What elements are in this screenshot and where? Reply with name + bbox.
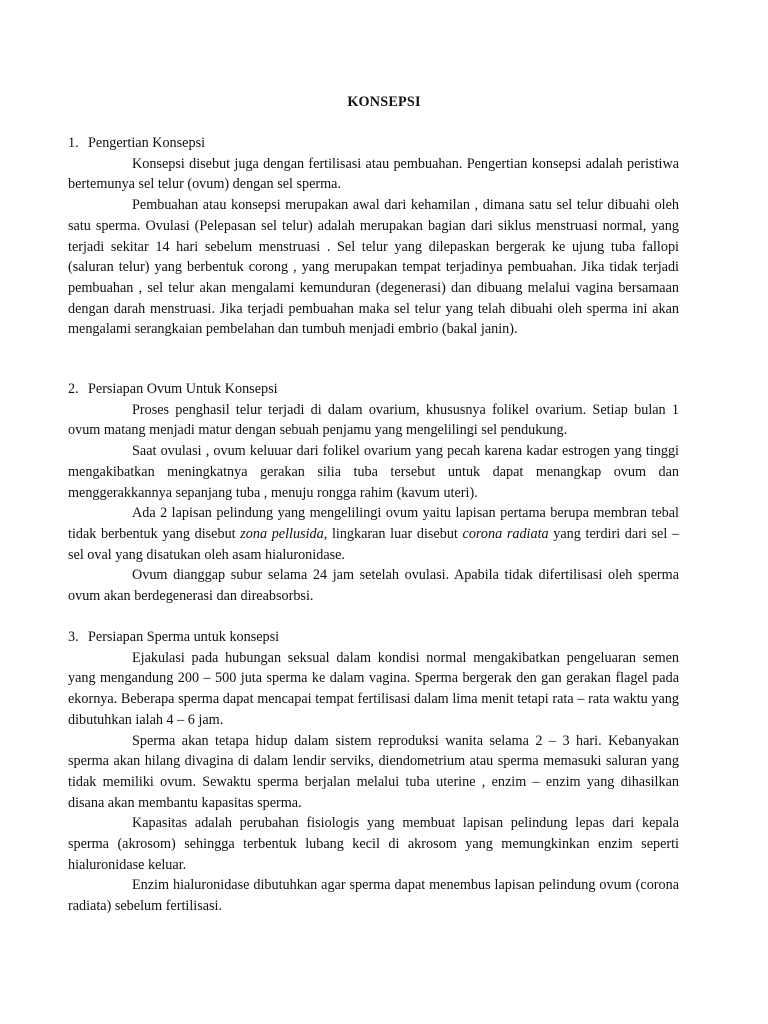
- paragraph: Ejakulasi pada hubungan seksual dalam kondisi normal mengakibatkan pengeluaran semen yang mengandung 200 – 500 juta sperma ke dalam vagina. Sperma bergerak den gan gerakan flagel pada ekornya. Beberapa sperma dapat mencapai tempat fertilisasi dalam lima menit tetapi rata – rata waktu yang dibutuhkan ialah 4 – 6 jam.: [68, 649, 679, 728]
- paragraph: Proses penghasil telur terjadi di dalam ovarium, khususnya folikel ovarium. Setiap bulan 1 ovum matang menjadi matur dengan sebuah penjamu yang mengelilingi sel pendukung.: [68, 401, 679, 439]
- paragraph: Kapasitas adalah perubahan fisiologis yang membuat lapisan pelindung lepas dari kepala sperma (akrosom) sehingga terbentuk lubang kecil di akrosom yang memungkinkan enzim seperti hialuronidase keluar.: [68, 815, 679, 873]
- document-title: KONSEPSI: [347, 94, 421, 110]
- paragraph: Ovum dianggap subur selama 24 jam setelah ovulasi. Apabila tidak difertilisasi oleh sperma ovum akan berdegenerasi dan direabsorbsi.: [68, 567, 679, 605]
- section-title: Persiapan Sperma untuk konsepsi: [88, 629, 280, 645]
- section-heading: [68, 379, 679, 400]
- section-number: 1.: [68, 135, 79, 151]
- section-persiapan-sperma: [68, 627, 679, 917]
- paragraph: Pembuahan atau konsepsi merupakan awal dari kehamilan , dimana satu sel telur dibuahi oleh satu sperma. Ovulasi (Pelepasan sel telur) adalah merupakan bagian dari siklus menstruasi normal, yang terjadi sekitar 14 hari sebelum menstruasi . Sel telur yang dilepaskan bergerak ke ujung tuba fallopi (saluran telur) yang berbentuk corong , yang merupakan tempat terjadinya pembuahan. Jika tidak terjadi pembuahan , sel telur akan mengalami kemunduran (degenerasi) dan dibuang melalui vagina bersamaan dengan darah menstruasi. Jika terjadi pembuahan maka sel telur yang telah dibuahi oleh sperma ini akan mengalami serangkaian pembelahan dan tumbuh menjadi embrio (bakal janin).: [68, 197, 679, 338]
- section-heading: [68, 627, 679, 648]
- paragraph-text: Ada 2 lapisan pelindung yang mengelilingi ovum yaitu lapisan pertama berupa membran tebal tidak berbentuk yang disebut: [68, 505, 679, 542]
- paragraph: Enzim hialuronidase dibutuhkan agar sperma dapat menembus lapisan pelindung ovum (corona radiata) sebelum fertilisasi.: [68, 877, 679, 915]
- paragraph: Saat ovulasi , ovum keluuar dari folikel ovarium yang pecah karena kadar estrogen yang tinggi mengakibatkan meningkatnya gerakan silia tuba tersebut untuk dapat menangkap ovum dan menggerakkannya sepanjang tuba , menuju rongga rahim (kavum uteri).: [68, 443, 679, 501]
- section-number: 2.: [68, 381, 79, 397]
- term-corona-radiata: corona radiata: [462, 525, 549, 542]
- paragraph: Sperma akan tetapa hidup dalam sistem reproduksi wanita selama 2 – 3 hari. Kebanyakan sperma akan hilang divagina di dalam lendir serviks, diendometrium atau sperma memasuki saluran yang tidak memiliki ovum. Sewaktu sperma berjalan melalui tuba uterine , enzim – enzim yang dihasilkan disana akan membantu kapasitas sperma.: [68, 732, 679, 811]
- paragraph-text: yang terdiri dari sel – sel oval yang disatukan oleh asam hialuronidase.: [68, 525, 680, 563]
- section-title: Persiapan Ovum Untuk Konsepsi: [88, 381, 278, 397]
- section-heading: [68, 133, 679, 154]
- paragraph: [68, 503, 679, 565]
- section-title: Pengertian Konsepsi: [88, 135, 206, 151]
- section-pengertian-konsepsi: [68, 133, 679, 340]
- paragraph: Konsepsi disebut juga dengan fertilisasi atau pembuahan. Pengertian konsepsi adalah peristiwa bertemunya sel telur (ovum) dengan sel sperma.: [68, 155, 679, 193]
- section-number: 3.: [68, 629, 79, 645]
- term-zona-pellusida: zona pellusida: [240, 525, 324, 542]
- paragraph-text: , lingkaran luar disebut: [323, 525, 463, 542]
- section-persiapan-ovum: [68, 379, 679, 607]
